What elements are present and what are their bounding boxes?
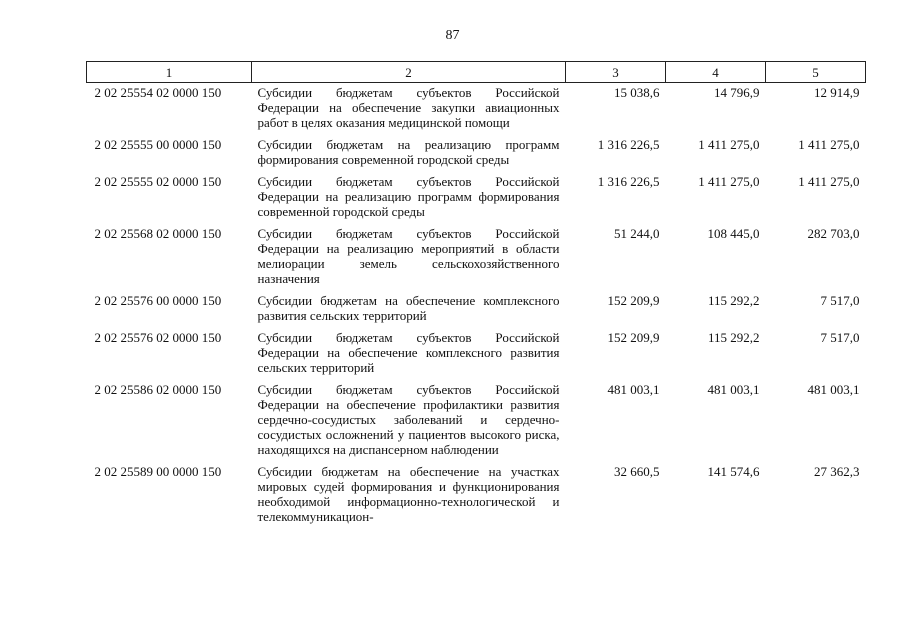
amount-col4-cell: 115 292,2 [707, 293, 760, 308]
budget-code-cell: 2 02 25554 02 0000 150 [94, 85, 222, 100]
budget-code-cell: 2 02 25576 00 0000 150 [94, 293, 222, 308]
amount-col3-cell: 152 209,9 [607, 330, 660, 345]
budget-code-cell: 2 02 25576 02 0000 150 [94, 330, 222, 345]
table-row [87, 380, 866, 462]
amount-col3-cell: 51 244,0 [614, 226, 660, 241]
amount-col5-cell: 1 411 275,0 [798, 137, 860, 152]
table-row [87, 135, 866, 172]
table-row [87, 462, 866, 529]
table-row [87, 224, 866, 291]
table-row [87, 83, 866, 136]
description-cell: Субсидии бюджетам на реализацию программ формирования современной городской среды [257, 137, 560, 167]
table-row [87, 291, 866, 328]
amount-col4-cell: 1 411 275,0 [698, 137, 760, 152]
amount-col4-cell: 14 796,9 [714, 85, 760, 100]
table-row [87, 328, 866, 380]
budget-code-cell: 2 02 25555 02 0000 150 [94, 174, 222, 189]
amount-col4-cell: 108 445,0 [707, 226, 760, 241]
amount-col3-cell: 15 038,6 [614, 85, 660, 100]
description-cell: Субсидии бюджетам субъектов Российской Федерации на обеспечение закупки авиационных работ в целях оказания медицинской помощи [257, 85, 560, 130]
column-header-2: 2 [252, 62, 566, 83]
description-cell: Субсидии бюджетам субъектов Российской Федерации на реализацию программ формирования современной городской среды [257, 174, 560, 219]
amount-col4-cell: 141 574,6 [707, 464, 760, 479]
amount-col5-cell: 481 003,1 [807, 382, 860, 397]
amount-col4-cell: 1 411 275,0 [698, 174, 760, 189]
amount-col3-cell: 32 660,5 [614, 464, 660, 479]
amount-col3-cell: 1 316 226,5 [597, 137, 660, 152]
page-number: 87 [445, 28, 460, 43]
amount-col3-cell: 1 316 226,5 [597, 174, 660, 189]
column-header-4: 4 [666, 62, 766, 83]
amount-col5-cell: 27 362,3 [814, 464, 860, 479]
amount-col4-cell: 481 003,1 [707, 382, 760, 397]
column-header-5: 5 [766, 62, 866, 83]
column-header-3: 3 [566, 62, 666, 83]
budget-table [86, 61, 866, 529]
amount-col5-cell: 12 914,9 [814, 85, 860, 100]
description-cell: Субсидии бюджетам на обеспечение на участках мировых судей формирования и функционирования необходимой информационно-технологической и телекоммуникацион- [257, 464, 560, 524]
amount-col4-cell: 115 292,2 [707, 330, 760, 345]
budget-code-cell: 2 02 25555 00 0000 150 [94, 137, 222, 152]
budget-code-cell: 2 02 25586 02 0000 150 [94, 382, 222, 397]
amount-col3-cell: 152 209,9 [607, 293, 660, 308]
description-cell: Субсидии бюджетам на обеспечение комплексного развития сельских территорий [257, 293, 560, 323]
amount-col5-cell: 7 517,0 [820, 293, 860, 308]
budget-code-cell: 2 02 25589 00 0000 150 [94, 464, 222, 479]
table-row [87, 172, 866, 224]
budget-code-cell: 2 02 25568 02 0000 150 [94, 226, 222, 241]
table-header-row [87, 62, 866, 83]
amount-col3-cell: 481 003,1 [607, 382, 660, 397]
amount-col5-cell: 1 411 275,0 [798, 174, 860, 189]
amount-col5-cell: 7 517,0 [820, 330, 860, 345]
description-cell: Субсидии бюджетам субъектов Российской Федерации на реализацию мероприятий в области мелиорации земель сельскохозяйственного назначения [257, 226, 560, 286]
column-header-1: 1 [87, 62, 252, 83]
description-cell: Субсидии бюджетам субъектов Российской Федерации на обеспечение профилактики развития сердечно-сосудистых заболеваний и сердечно-сосудистых осложнений у пациентов высокого риска, находящихся на диспансерном наблюдении [257, 382, 560, 457]
description-cell: Субсидии бюджетам субъектов Российской Федерации на обеспечение комплексного развития сельских территорий [257, 330, 560, 375]
amount-col5-cell: 282 703,0 [807, 226, 860, 241]
